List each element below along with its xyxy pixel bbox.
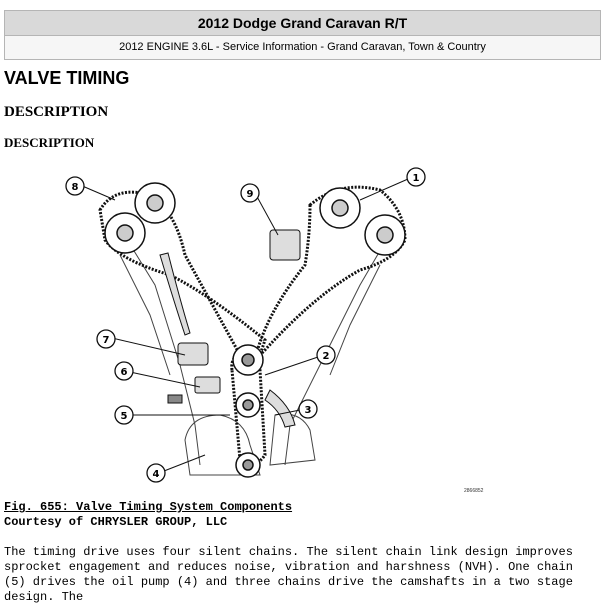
svg-text:1: 1	[412, 173, 420, 184]
tensioners-guides	[160, 230, 300, 427]
callout-2	[317, 346, 335, 364]
vehicle-title: 2012 Dodge Grand Caravan R/T	[5, 11, 600, 36]
description-heading: DESCRIPTION	[4, 104, 109, 120]
section-title: VALVE TIMING	[4, 68, 130, 88]
left-cam-sprockets	[105, 183, 175, 253]
svg-text:7: 7	[102, 335, 110, 346]
oil-pump-sprocket	[236, 453, 260, 477]
description-subheading: DESCRIPTION	[4, 135, 95, 150]
right-cam-sprockets	[320, 188, 405, 255]
document-header	[4, 10, 601, 60]
callout-7	[97, 330, 115, 348]
callout-8	[66, 177, 84, 195]
svg-text:3: 3	[304, 405, 312, 416]
callout-9	[241, 184, 259, 202]
figure-caption: Fig. 655: Valve Timing System Components	[4, 500, 293, 514]
callout-4	[147, 464, 165, 482]
crank-sprocket	[233, 345, 263, 417]
svg-text:2: 2	[322, 351, 330, 362]
svg-text:4: 4	[152, 469, 160, 480]
callout-6	[115, 362, 133, 380]
callout-5	[115, 406, 133, 424]
body-paragraph: The timing drive uses four silent chains. The silent chain link design improves sprocket engagement and reduces noise, vibration and harshness (NVH). One chain (5) drives the oil pump (4) and three chains drive the camshafts in a two stage design. The	[4, 545, 573, 604]
document-subtitle: 2012 ENGINE 3.6L - Service Information - Grand Caravan, Town & Country	[119, 41, 486, 53]
callout-3	[299, 400, 317, 418]
timing-diagram	[60, 165, 500, 500]
svg-text:5: 5	[120, 411, 128, 422]
figure-id: 2866852	[464, 488, 484, 494]
svg-text:8: 8	[71, 182, 79, 193]
svg-text:9: 9	[246, 189, 254, 200]
svg-text:6: 6	[120, 367, 128, 378]
callout-1	[407, 168, 425, 186]
valve-timing-figure	[60, 165, 500, 500]
figure-credit: Courtesy of CHRYSLER GROUP, LLC	[4, 515, 228, 529]
